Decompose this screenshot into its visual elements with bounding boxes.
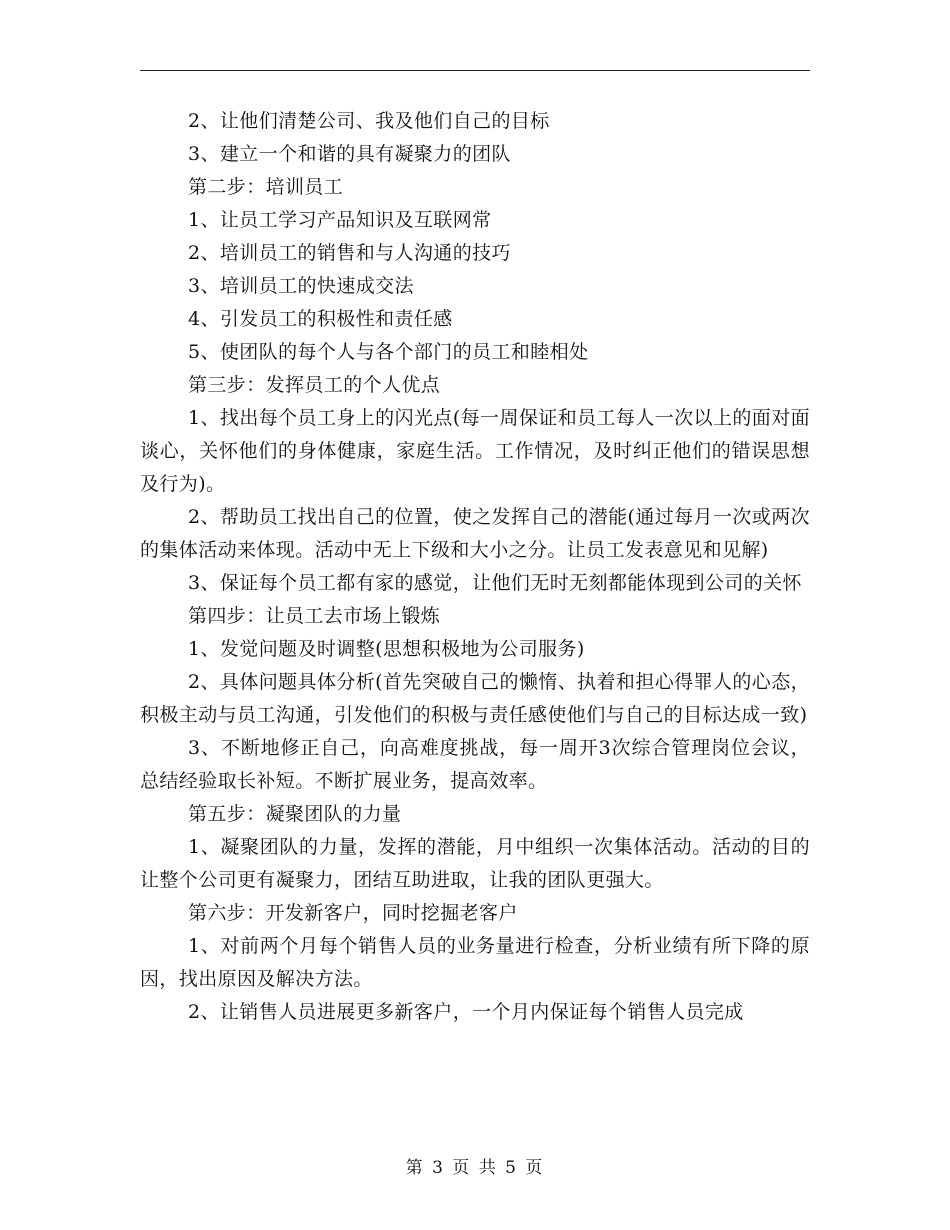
header-rule xyxy=(140,70,810,71)
body-paragraph: 3、不断地修正自己，向高难度挑战，每一周开3次综合管理岗位会议，总结经验取长补短。不断扩展业务，提高效率。 xyxy=(140,737,810,792)
body-line: 5、使团队的每个人与各个部门的员工和睦相处 xyxy=(188,341,589,363)
body-paragraph: 2、让销售人员进展更多新客户，一个月内保证每个销售人员完成 xyxy=(188,1001,744,1023)
body-paragraph: 2、帮助员工找出自己的位置，使之发挥自己的潜能(通过每月一次或两次的集体活动来体现。活动中无上下级和大小之分。让员工发表意见和见解) xyxy=(140,506,810,561)
body-paragraph: 1、找出每个员工身上的闪光点(每一周保证和员工每人一次以上的面对面谈心，关怀他们的身体健康，家庭生活。工作情况，及时纠正他们的错误思想及行为)。 xyxy=(140,407,810,495)
body-line: 3、建立一个和谐的具有凝聚力的团队 xyxy=(188,143,511,165)
step-heading: 第三步：发挥员工的个人优点 xyxy=(188,374,441,396)
body-line: 4、引发员工的积极性和责任感 xyxy=(188,308,453,330)
body-paragraph: 3、保证每个员工都有家的感觉，让他们无时无刻都能体现到公司的关怀 xyxy=(188,572,802,594)
body-line: 1、发觉问题及时调整(思想积极地为公司服务) xyxy=(188,638,585,660)
body-line: 3、培训员工的快速成交法 xyxy=(188,275,414,297)
step-heading: 第四步：让员工去市场上锻炼 xyxy=(188,605,441,627)
document-body xyxy=(140,105,810,1029)
body-paragraph: 2、具体问题具体分析(首先突破自己的懒惰、执着和担心得罪人的心态，积极主动与员工沟通，引发他们的积极与责任感使他们与自己的目标达成一致) xyxy=(140,671,810,726)
body-paragraph: 1、凝聚团队的力量，发挥的潜能，月中组织一次集体活动。活动的目的让整个公司更有凝聚力，团结互助进取，让我的团队更强大。 xyxy=(140,836,810,891)
step-heading: 第二步：培训员工 xyxy=(188,176,344,198)
body-line: 2、培训员工的销售和与人沟通的技巧 xyxy=(188,242,511,264)
step-heading: 第五步：凝聚团队的力量 xyxy=(188,803,402,825)
step-heading: 第六步：开发新客户，同时挖掘老客户 xyxy=(188,902,518,924)
page-footer: 第 3 页 共 5 页 xyxy=(405,1158,545,1178)
body-line: 2、让他们清楚公司、我及他们自己的目标 xyxy=(188,110,550,132)
body-line: 1、让员工学习产品知识及互联网常 xyxy=(188,209,492,231)
body-paragraph: 1、对前两个月每个销售人员的业务量进行检查，分析业绩有所下降的原因，找出原因及解决方法。 xyxy=(140,935,810,990)
